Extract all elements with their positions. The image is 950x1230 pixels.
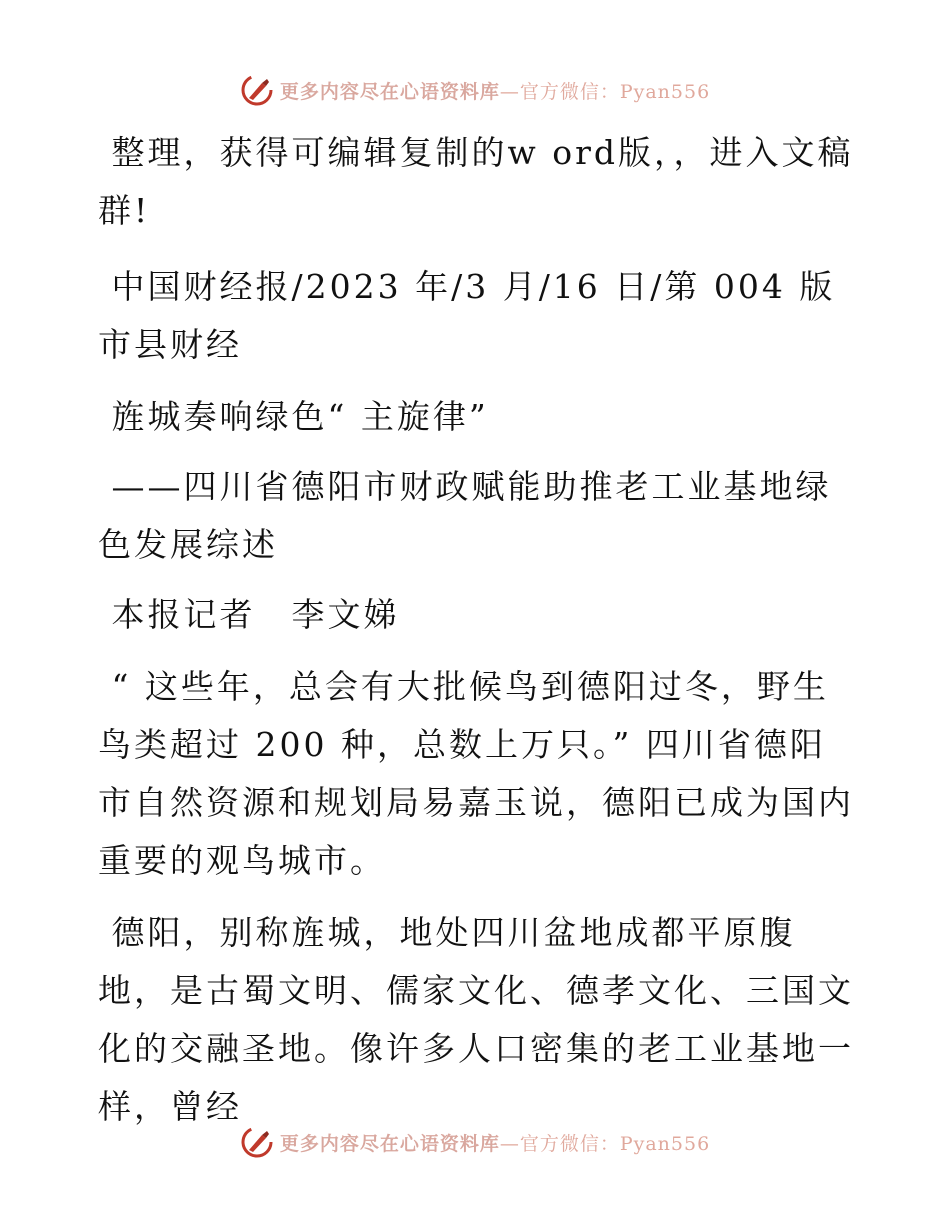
paragraph-intro: 整理，获得可编辑复制的w ord版，，进入文稿群! (98, 133, 854, 230)
watermark-brand: 更多内容尽在心语资料库 (279, 80, 500, 103)
document-body (98, 118, 858, 1136)
article-title: 旌城奏响绿色“ 主旋律” (98, 397, 489, 436)
footer-watermark (0, 1122, 950, 1162)
quill-pen-logo-icon (240, 73, 274, 107)
article-subtitle: ——四川省德阳市财政赋能助推老工业基地绿色发展综述 (98, 467, 832, 564)
article-byline: 本报记者 李文娣 (98, 595, 400, 634)
header-watermark (0, 70, 950, 110)
paragraph-source: 中国财经报/2023 年/3 月/16 日/第 004 版市县财经 (98, 267, 836, 364)
paragraph-quote: “ 这些年，总会有大批候鸟到德阳过冬，野生鸟类超过 200 种，总数上万只。” 四川省德阳市自然资源和规划局易嘉玉说，德阳已成为国内重要的观鸟城市。 (98, 667, 854, 880)
watermark-contact: —官方微信：Pyan556 (499, 1132, 711, 1155)
watermark-text (280, 77, 710, 104)
watermark-brand: 更多内容尽在心语资料库 (279, 1132, 500, 1155)
watermark-text (280, 1129, 710, 1156)
quill-pen-logo-icon (240, 1125, 274, 1159)
watermark-contact: —官方微信：Pyan556 (499, 80, 711, 103)
paragraph-deyang: 德阳，别称旌城，地处四川盆地成都平原腹地，是古蜀文明、儒家文化、德孝文化、三国文化的交融圣地。像许多人口密集的老工业基地一样，曾经 (98, 913, 854, 1126)
